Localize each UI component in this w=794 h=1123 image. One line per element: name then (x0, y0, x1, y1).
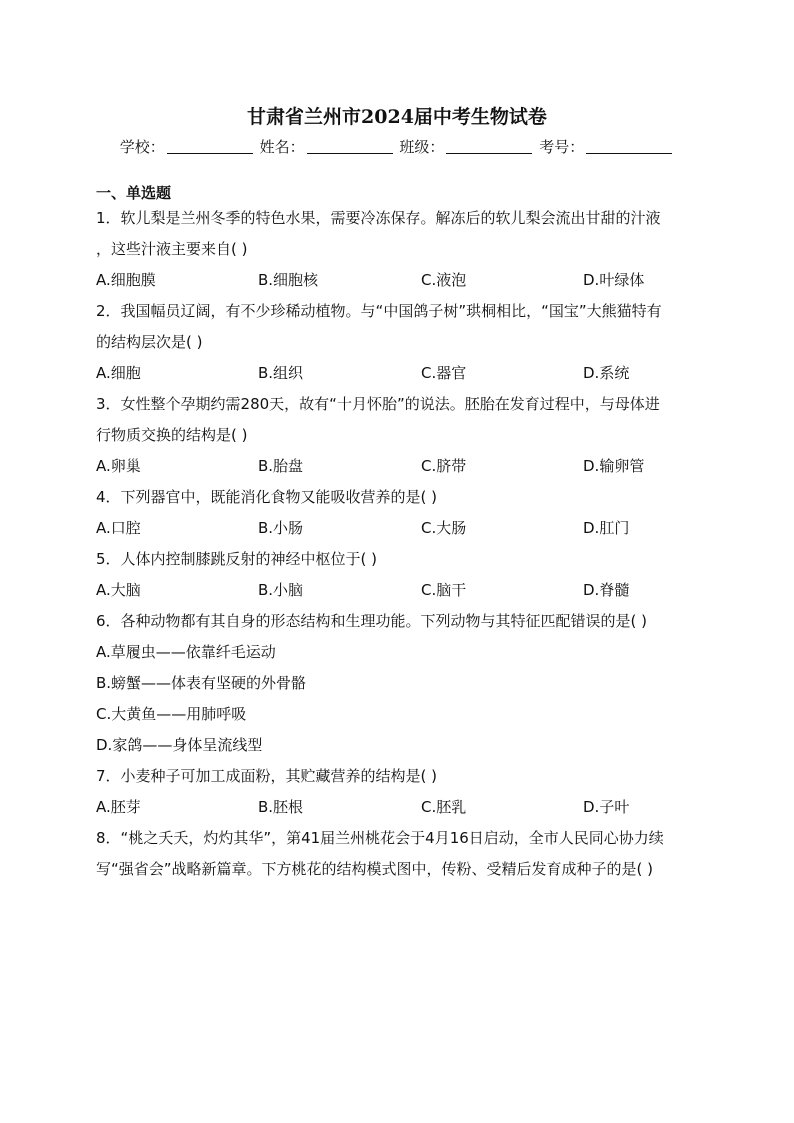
question-2-line-2: 的结构层次是( ) (96, 333, 203, 351)
name-blank (307, 139, 393, 154)
question-4-option-c: C.大肠 (421, 519, 467, 537)
question-7-line-1: 7．小麦种子可加工成面粉，其贮藏营养的结构是( ) (96, 767, 438, 785)
question-7-option-c: C.胚乳 (421, 798, 467, 816)
exam-number-label: 考号： (539, 138, 585, 156)
question-6-option-a: A.草履虫——依靠纤毛运动 (96, 643, 276, 661)
question-6-option-b: B.螃蟹——体表有坚硬的外骨骼 (96, 674, 307, 692)
student-info-row (0, 136, 794, 157)
question-4-line-1: 4．下列器官中，既能消化食物又能吸收营养的是( ) (96, 488, 438, 506)
question-3-option-a: A.卵巢 (96, 457, 141, 475)
class-label: 班级： (399, 138, 445, 156)
question-3-option-c: C.脐带 (421, 457, 467, 475)
school-blank (167, 139, 253, 154)
question-8-line-2: 写“强省会”战略新篇章。下方桃花的结构模式图中，传粉、受精后发育成种子的是( ) (96, 860, 654, 878)
page-title: 甘肃省兰州市2024届中考生物试卷 (247, 106, 547, 128)
question-5-option-d: D.脊髓 (583, 581, 630, 599)
question-3-line-2: 行物质交换的结构是( ) (96, 426, 248, 444)
question-3-option-d: D.输卵管 (583, 457, 645, 475)
question-7-option-a: A.胚芽 (96, 798, 141, 816)
section-heading: 一、单选题 (96, 184, 172, 202)
question-4-option-a: A.口腔 (96, 519, 141, 537)
question-3-option-b: B.胎盘 (258, 457, 304, 475)
question-1-line-1: 1．软儿梨是兰州冬季的特色水果，需要冷冻保存。解冻后的软儿梨会流出甘甜的汁液 (96, 209, 661, 227)
question-1-option-c: C.液泡 (421, 271, 467, 289)
class-blank (446, 139, 532, 154)
question-3-line-1: 3．女性整个孕期约需280天，故有“十月怀胎”的说法。胚胎在发育过程中，与母体进 (96, 395, 660, 413)
name-label: 姓名： (259, 138, 305, 156)
question-6-line-1: 6．各种动物都有其自身的形态结构和生理功能。下列动物与其特征匹配错误的是( ) (96, 612, 648, 630)
question-5-option-c: C.脑干 (421, 581, 467, 599)
question-1-line-2: ，这些汁液主要来自( ) (96, 240, 248, 258)
question-8-line-1: 8．“桃之夭夭，灼灼其华”，第41届兰州桃花会于4月16日启动，全市人民同心协力续 (96, 829, 664, 847)
question-6-option-d: D.家鸽——身体呈流线型 (96, 736, 263, 754)
question-2-line-1: 2．我国幅员辽阔，有不少珍稀动植物。与“中国鸽子树”珙桐相比，“国宝”大熊猫特有 (96, 302, 662, 320)
question-5-option-a: A.大脑 (96, 581, 141, 599)
question-5-line-1: 5．人体内控制膝跳反射的神经中枢位于( ) (96, 550, 378, 568)
exam-number-blank (586, 139, 672, 154)
question-2-option-d: D.系统 (583, 364, 630, 382)
question-5-option-b: B.小脑 (258, 581, 304, 599)
question-2-option-a: A.细胞 (96, 364, 141, 382)
question-1-option-b: B.细胞核 (258, 271, 319, 289)
question-2-option-c: C.器官 (421, 364, 467, 382)
question-7-option-b: B.胚根 (258, 798, 304, 816)
question-6-option-c: C.大黄鱼——用肺呼吸 (96, 705, 247, 723)
question-1-option-d: D.叶绿体 (583, 271, 645, 289)
question-4-option-d: D.肛门 (583, 519, 630, 537)
question-4-option-b: B.小肠 (258, 519, 304, 537)
question-1-option-a: A.细胞膜 (96, 271, 156, 289)
school-label: 学校： (119, 138, 165, 156)
question-2-option-b: B.组织 (258, 364, 304, 382)
question-7-option-d: D.子叶 (583, 798, 630, 816)
